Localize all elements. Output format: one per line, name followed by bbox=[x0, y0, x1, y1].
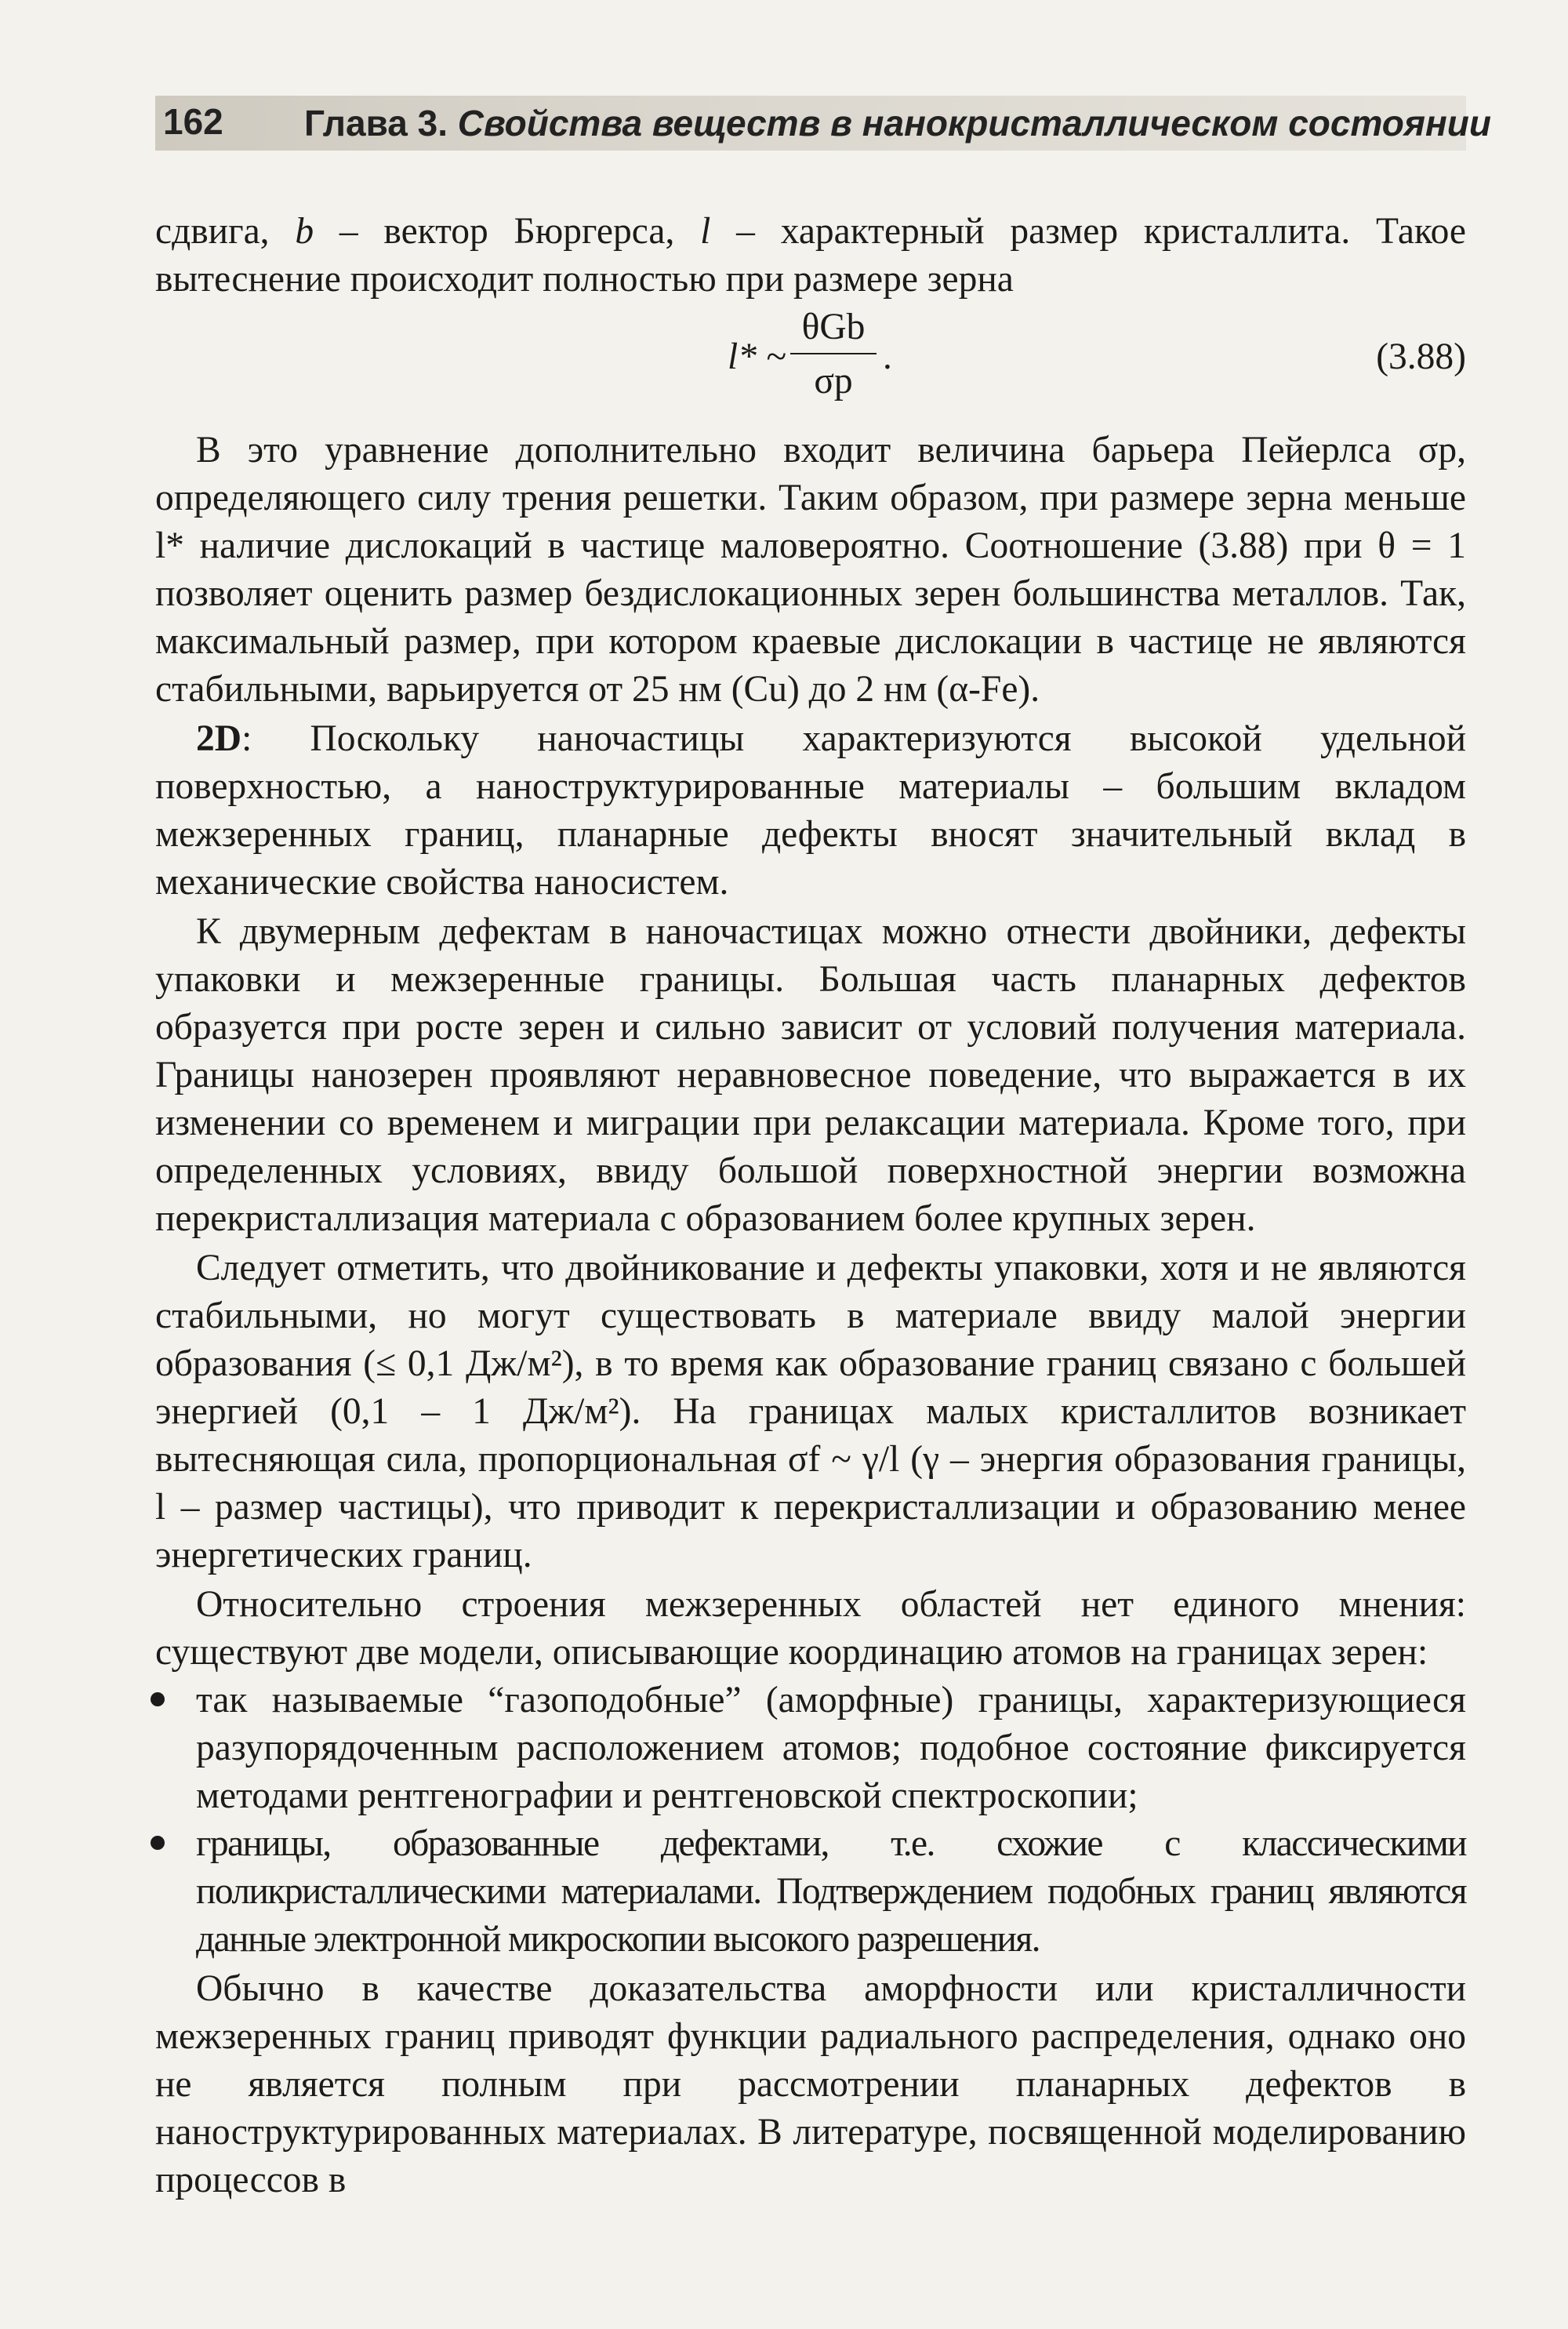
equation-number: (3.88) bbox=[1376, 336, 1466, 377]
chapter-label: Глава 3. bbox=[304, 103, 448, 144]
list-item-text: так называемые “газоподобные” (аморфные) границы, характеризующиеся разупорядоченным расположением атомов; подобное состояние фиксируется методами рентгенографии и рентгеновской спектроскопии; bbox=[196, 1680, 1466, 1816]
p1-var-l: l bbox=[700, 211, 711, 252]
chapter-title: Свойства веществ в нанокристаллическом состоянии bbox=[457, 103, 1491, 144]
list-item bbox=[155, 1820, 1466, 1964]
p3-bold-label: 2D bbox=[196, 718, 242, 759]
paragraph-7: Обычно в качестве доказательства аморфности или кристалличности межзеренных границ приводят функции радиального распределения, однако оно не является полным при рассмотрении планарных дефектов в наноструктурированных материалах. В литературе, посвященной моделированию процессов в bbox=[155, 1968, 1466, 2200]
bullet-list bbox=[155, 1677, 1466, 1964]
bullet-icon bbox=[151, 1836, 165, 1850]
body-text bbox=[155, 208, 1466, 2204]
formula-fraction bbox=[790, 303, 877, 405]
p1-text-c: – характерный размер кристаллита. Такое вытеснение происходит полностью при размере зерна bbox=[155, 211, 1467, 300]
p3-text: : Поскольку наночастицы характеризуются высокой удельной поверхностью, а наноструктурированные материалы – большим вкладом межзеренных границ, планарные дефекты вносят значительный вклад в механические свойства наносистем. bbox=[155, 718, 1466, 903]
paragraph-3 bbox=[155, 715, 1466, 907]
paragraph-4: К двумерным дефектам в наночастицах можно отнести двойники, дефекты упаковки и межзеренные границы. Большая часть планарных дефектов образуется при росте зерен и сильно зависит от условий получения материала. Границы нанозерен проявляют неравновесное поведение, что выражается в их изменении со временем и миграции при релаксации материала. Кроме того, при определенных условиях, ввиду большой поверхностной энергии возможна перекристаллизация материала с образованием более крупных зерен. bbox=[155, 911, 1466, 1239]
formula-3-88 bbox=[155, 303, 1466, 425]
bullet-icon bbox=[151, 1692, 165, 1706]
paragraph-2: В это уравнение дополнительно входит величина барьера Пейерлса σp, определяющего силу трения решетки. Таким образом, при размере зерна меньше l* наличие дислокаций в частице маловероятно. Соотношение (3.88) при θ = 1 позволяет оценить размер бездислокационных зерен большинства металлов. Так, максимальный размер, при котором краевые дислокации в частице не являются стабильными, варьируется от 25 нм (Cu) до 2 нм (α-Fe). bbox=[155, 430, 1466, 710]
formula-denominator: σp bbox=[814, 361, 853, 401]
paragraph-5: Следует отметить, что двойникование и дефекты упаковки, хотя и не являются стабильными, но могут существовать в материале ввиду малой энергии образования (≤ 0,1 Дж/м²), в то время как образование границ связано с большей энергией (0,1 – 1 Дж/м²). На границах малых кристаллитов возникает вытесняющая сила, пропорциональная σf ~ γ/l (γ – энергия образования границы, l – размер частицы), что приводит к перекристаллизации и образованию менее энергетических границ. bbox=[155, 1248, 1466, 1575]
formula-dot: . bbox=[883, 336, 892, 377]
running-header bbox=[155, 96, 1491, 151]
list-item bbox=[155, 1677, 1466, 1820]
page-number: 162 bbox=[163, 101, 223, 142]
paragraph-1 bbox=[155, 208, 1466, 303]
p1-text-a: сдвига, bbox=[155, 211, 296, 252]
formula-lhs: l* ~ bbox=[728, 336, 786, 377]
p1-var-b: b bbox=[295, 211, 314, 252]
list-item-text: границы, образованные дефектами, т.е. схожие с классическими поликристаллическими материалами. Подтверждением подобных границ являются данные электронной микроскопии высокого разрешения. bbox=[196, 1823, 1466, 1960]
chapter-header bbox=[304, 102, 1491, 144]
p1-text-b: – вектор Бюргерса, bbox=[314, 211, 701, 252]
fraction-bar bbox=[790, 353, 877, 354]
paragraph-6: Относительно строения межзеренных областей нет единого мнения: существуют две модели, описывающие координацию атомов на границах зерен: bbox=[155, 1584, 1466, 1673]
formula-numerator: θGb bbox=[801, 307, 866, 347]
